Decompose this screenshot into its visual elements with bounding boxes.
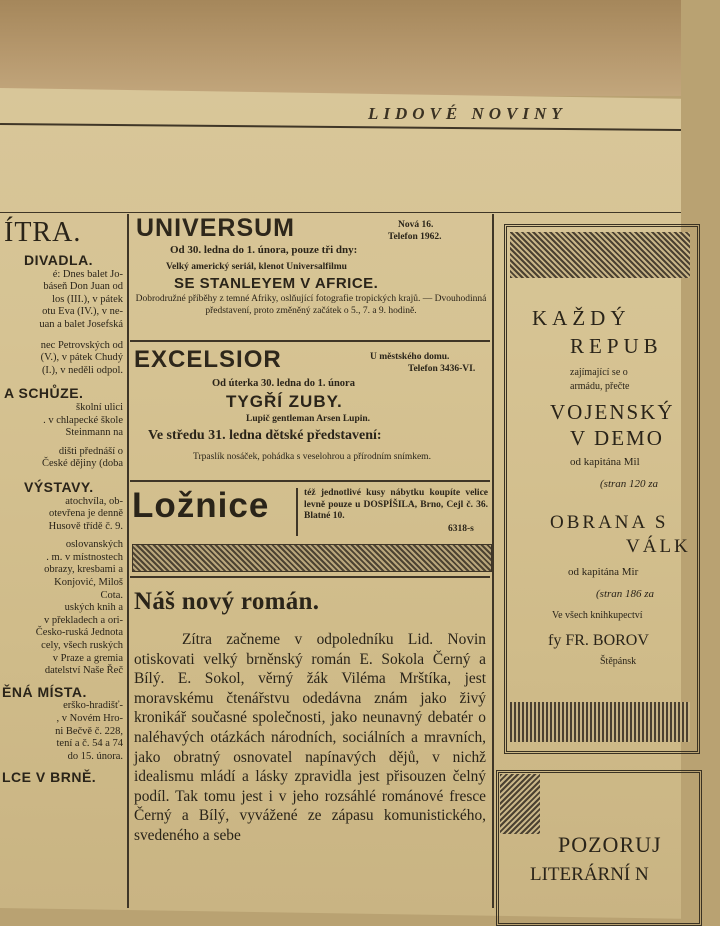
universum-desc: Dobrodružné příběhy z temné Afriky, oslňující fotografie tropických krajů. — Dvouhodinná představení, proto změněný začátek o 5., 7. a 9. hodině.: [135, 294, 487, 316]
section-line: Konjović, Miloš: [54, 577, 123, 589]
right-ad2-line2: LITERÁRNÍ N: [530, 864, 649, 885]
section-line: otu Eva (IV.), v ne-: [42, 306, 123, 318]
section-line: ni Bečvě č. 228,: [55, 725, 123, 737]
universum-title: SE STANLEYEM V AFRICE.: [174, 275, 379, 292]
right-ad-line7: od kapitána Mil: [570, 456, 640, 468]
universum-address: Nová 16.: [398, 220, 434, 230]
section-line: báseň Don Juan od: [43, 281, 123, 293]
masthead: LIDOVÉ NOVINY: [368, 104, 567, 123]
section-line: otevřena je denně: [48, 508, 123, 520]
universum-dates: Od 30. ledna do 1. února, pouze tři dny:: [170, 244, 358, 256]
section-line: školní ulici: [76, 401, 123, 413]
universum-phone: Telefon 1962.: [388, 232, 442, 242]
section-line: (V.), v pátek Chudý: [40, 352, 123, 364]
section-title-divadla: DIVADLA.: [24, 252, 94, 268]
right-ad-line4: armádu, přečte: [570, 381, 630, 392]
section-line: v překladech a ori-: [43, 614, 123, 626]
section-line: uan a balet Josefská: [39, 318, 123, 330]
excelsior-phone: Telefon 3436-VI.: [408, 364, 476, 374]
right-ad-line12: (stran 186 za: [596, 588, 655, 600]
section-line: datelství Naše Řeč: [44, 665, 123, 677]
excelsior-ad: [130, 344, 490, 476]
section-line: , v Novém Hro-: [56, 713, 123, 724]
section-line: do 15. února.: [67, 750, 123, 762]
right-ad-ornament: [510, 232, 690, 278]
section-line: Steinmann na: [65, 427, 123, 439]
loznice-text: též jednotlivé kusy nábytku koupíte velice levně pouze u DOSPÍŠILA, Brno, Cejl č. 36. Blatné 10.: [304, 488, 488, 521]
section-line: Cota.: [100, 589, 123, 601]
section-line: atochvíla, ob-: [65, 495, 123, 507]
right-ad2-line1: POZORUJ: [558, 832, 662, 857]
section-line: é: Dnes balet Jo-: [52, 268, 123, 280]
section-line: . m. v místnostech: [46, 551, 123, 563]
column-rule-left: [127, 214, 129, 908]
excelsior-address: U městského domu.: [370, 352, 450, 362]
right-ad-line11: od kapitána Mir: [568, 566, 639, 578]
right-ad-line14: fy FR. BOROV: [548, 632, 649, 649]
section-line: Husově třídě č. 9.: [48, 520, 123, 532]
right-ad-line1: KAŽDÝ: [532, 306, 631, 330]
article-paragraph: Zítra začneme v odpoledníku Lid. Novin otiskovati velký brněnský román E. Sokola Černý a Bílý. E. Sokol, věrný žák Viléma Mrštíka, jest moravskému čtenářstvu odedávna znám jako živý kronikář současné společnosti, jako neunavný debatér o naléhavých otázkách národních, sociálních a mravních, jako obratný osnovatel napínavých dějů, v nichž idealismu mládí a lásky zpravidla jest přisouzen čelný podíl. Tak tomu jest i v jeho rozsáhlé románové fresce Černý a Bílý, vyvážené ze zápasu komunistického, svedeného a sebe: [134, 631, 486, 844]
section-line: oslovanských: [65, 539, 123, 551]
section-title-schuze: A SCHŮZE.: [4, 385, 84, 402]
universum-subtitle: Velký americký seriál, klenot Universalfilmu: [166, 262, 347, 272]
section-line: České dějiny (doba: [41, 458, 123, 470]
article-heading: Náš nový román.: [134, 588, 320, 615]
section-line: . v chlapecké škole: [43, 414, 123, 426]
section-line: uských knih a: [64, 602, 123, 614]
right-ad-ornament-bottom: [510, 702, 690, 742]
universum-ad: [130, 214, 490, 338]
right-ad-line2: REPUB: [570, 334, 663, 358]
loznice-name: Ložnice: [132, 486, 270, 525]
ad-separator: [130, 340, 490, 342]
section-line: Česko-ruská Jednota: [35, 627, 123, 639]
left-heading: ÍTRA.: [4, 217, 82, 248]
universum-name: UNIVERSUM: [136, 214, 296, 242]
loznice-code: 6318-s: [448, 524, 474, 534]
section-line: nec Petrovských od: [40, 339, 123, 351]
column-rule-right: [492, 214, 494, 908]
right-ad-line15: Štěpánsk: [600, 656, 637, 667]
right-ad2-ornament: [500, 774, 540, 834]
table-surface: [0, 0, 681, 96]
right-ad-line13: Ve všech knihkupectví: [552, 610, 643, 621]
right-ad-line10: VÁLK: [626, 536, 691, 557]
section-title-vystavy: VÝSTAVY.: [24, 478, 94, 495]
section-line: tení a č. 54 a 74: [56, 738, 123, 750]
excelsior-name: EXCELSIOR: [134, 346, 282, 373]
right-ad-line5: VOJENSKÝ: [550, 400, 675, 424]
excelsior-dates: Od úterka 30. ledna do 1. února: [212, 378, 355, 389]
section-line: cely, všech ruských: [41, 640, 123, 652]
section-line: los (III.), v pátek: [52, 293, 123, 305]
article-body: [134, 630, 486, 846]
section-line: erško-hradišť-: [63, 700, 123, 712]
section-line: dišti přednáší o: [58, 445, 123, 457]
excelsior-subtitle: Lupič gentleman Arsen Lupin.: [246, 414, 371, 424]
excelsior-kids: Ve středu 31. ledna dětské představení:: [148, 428, 382, 443]
loznice-divider: [296, 488, 298, 536]
right-ad-line3: zajímající se o: [570, 367, 628, 378]
loznice-ad: [130, 484, 490, 540]
right-ad-line6: V DEMO: [570, 426, 664, 450]
top-rule: [0, 212, 681, 213]
ad-separator: [130, 480, 490, 482]
section-title-mista: ĚNÁ MÍSTA.: [2, 683, 87, 700]
section-line: v Praze a gremia: [52, 652, 123, 664]
section-line: obrazy, kresbami a: [44, 564, 123, 576]
decorative-banner: [132, 544, 492, 572]
section-line: (I.), v neděli odpol.: [41, 364, 123, 376]
excelsior-title: TYGŘÍ ZUBY.: [226, 392, 343, 411]
section-title-brno: LCE V BRNĚ.: [2, 769, 97, 786]
ad-separator: [130, 576, 490, 578]
right-ad-line9: OBRANA S: [550, 512, 669, 533]
right-ad-line8: (stran 120 za: [600, 478, 659, 490]
left-column: [0, 216, 126, 786]
excelsior-kids-desc: Trpaslík nosáček, pohádka s veselohrou a přírodním snímkem.: [193, 452, 431, 462]
